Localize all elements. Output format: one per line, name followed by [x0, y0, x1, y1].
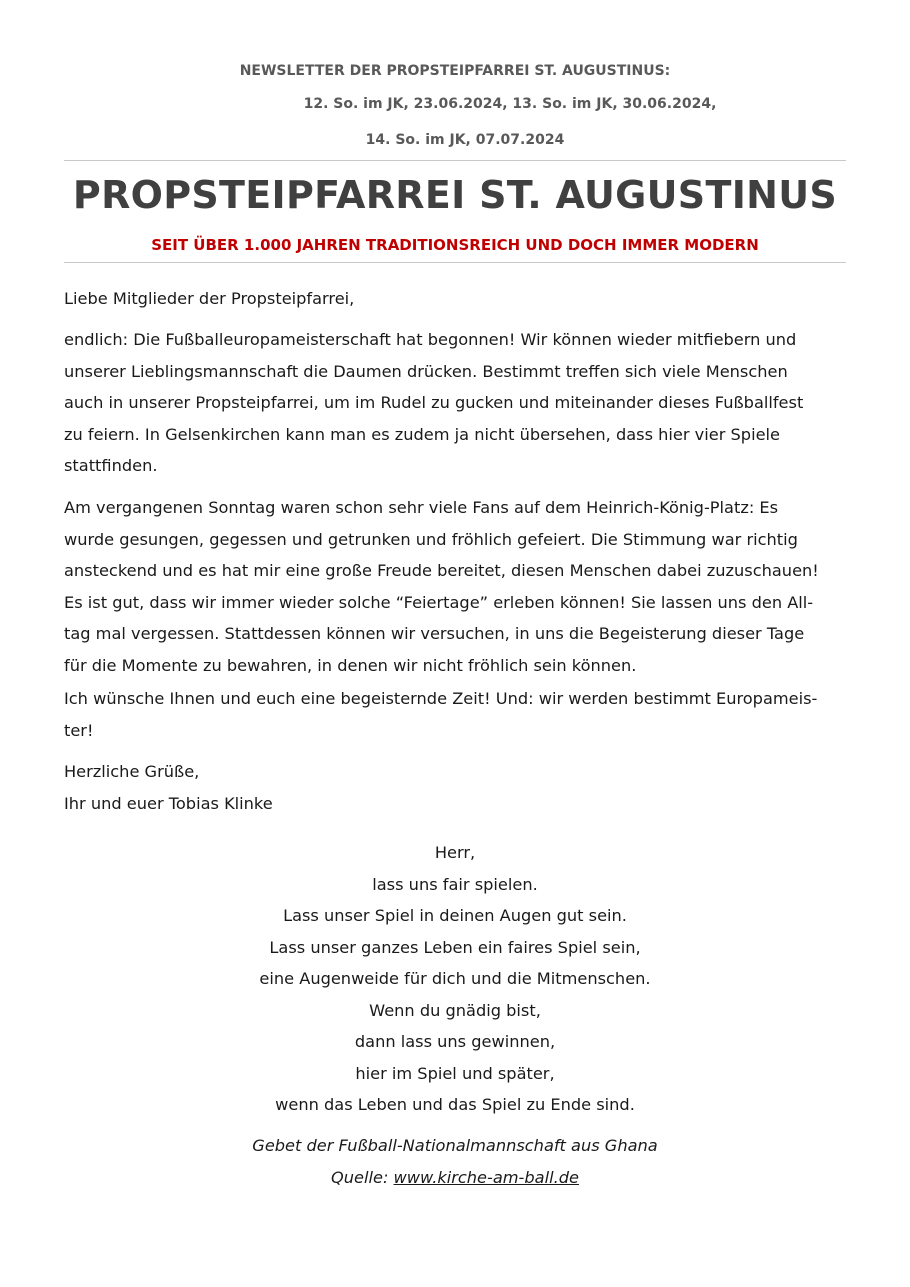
text-line: für die Momente zu bewahren, in denen wir nicht fröhlich sein können. [64, 655, 637, 675]
newsletter-dates-line1: 12. So. im JK, 23.06.2024, 13. So. im JK, 30.06.2024, [303, 96, 717, 112]
prayer-line: hier im Spiel und später, [355, 1063, 555, 1083]
text-line: ansteckend und es hat mir eine große Freude bereitet, diesen Menschen dabei zuzuschauen! [64, 561, 819, 580]
prayer-line: Herr, [434, 843, 476, 862]
text-line: stattfinden. [64, 456, 158, 475]
text-line: unserer Lieblingsmannschaft die Daumen drücken. Bestimmt treffen sich viele Menschen [64, 361, 788, 381]
source-link[interactable]: www.kirche-am-ball.de [393, 1167, 579, 1187]
source-label: Quelle: [331, 1167, 394, 1187]
page-title: PROPSTEIPFARREI ST. AUGUSTINUS [72, 173, 838, 217]
closing-greeting: Herzliche Grüße, [64, 762, 200, 781]
top-divider [64, 160, 846, 161]
page-subtitle: SEIT ÜBER 1.000 JAHREN TRADITIONSREICH UND DOCH IMMER MODERN [151, 236, 759, 254]
newsletter-heading: NEWSLETTER DER PROPSTEIPFARREI ST. AUGUSTINUS: [239, 63, 671, 79]
prayer-line: Wenn du gnädig bist, [369, 1000, 541, 1020]
prayer [64, 837, 846, 1121]
prayer-line: eine Augenweide für dich und die Mitmenschen. [259, 969, 651, 988]
prayer-attribution-block [64, 1130, 846, 1193]
text-line: zu feiern. In Gelsenkirchen kann man es zudem ja nicht übersehen, dass hier vier Spiele [64, 424, 780, 444]
signature: Ihr und euer Tobias Klinke [64, 793, 273, 813]
text-line: Am vergangenen Sonntag waren schon sehr viele Fans auf dem Heinrich-König-Platz: Es [64, 498, 779, 517]
text-line: wurde gesungen, gegessen und getrunken und fröhlich gefeiert. Die Stimmung war richtig [64, 529, 798, 549]
text-line: ter! [64, 720, 94, 740]
letter-paragraph-3 [64, 683, 846, 746]
text-line: endlich: Die Fußballeuropameisterschaft hat begonnen! Wir können wieder mitfiebern und [64, 330, 797, 349]
newsletter-dates-line2: 14. So. im JK, 07.07.2024 [365, 132, 565, 148]
letter-paragraph-1 [64, 324, 846, 482]
text-line: auch in unserer Propsteipfarrei, um im Rudel zu gucken und miteinander dieses Fußballfest [64, 393, 804, 412]
text-line: Ich wünsche Ihnen und euch eine begeisternde Zeit! Und: wir werden bestimmt Europameis- [64, 689, 818, 708]
letter-greeting: Liebe Mitglieder der Propsteipfarrei, [64, 289, 355, 308]
prayer-line: Lass unser Spiel in deinen Augen gut sein. [283, 906, 627, 925]
letter-closing [64, 756, 846, 819]
text-line: Es ist gut, dass wir immer wieder solche “Feiertage” erleben können! Sie lassen uns den All- [64, 592, 814, 612]
source-line [64, 1162, 846, 1194]
text-line: tag mal vergessen. Stattdessen können wir versuchen, in uns die Begeisterung dieser Tage [64, 624, 805, 643]
prayer-line: dann lass uns gewinnen, [354, 1032, 556, 1051]
prayer-line: wenn das Leben und das Spiel zu Ende sind. [275, 1095, 635, 1114]
prayer-attribution: Gebet der Fußball-Nationalmannschaft aus Ghana [252, 1136, 658, 1155]
prayer-line: lass uns fair spielen. [372, 874, 538, 894]
header-divider [64, 262, 846, 263]
letter-paragraph-2 [64, 492, 846, 681]
prayer-line: Lass unser ganzes Leben ein faires Spiel sein, [269, 937, 641, 957]
